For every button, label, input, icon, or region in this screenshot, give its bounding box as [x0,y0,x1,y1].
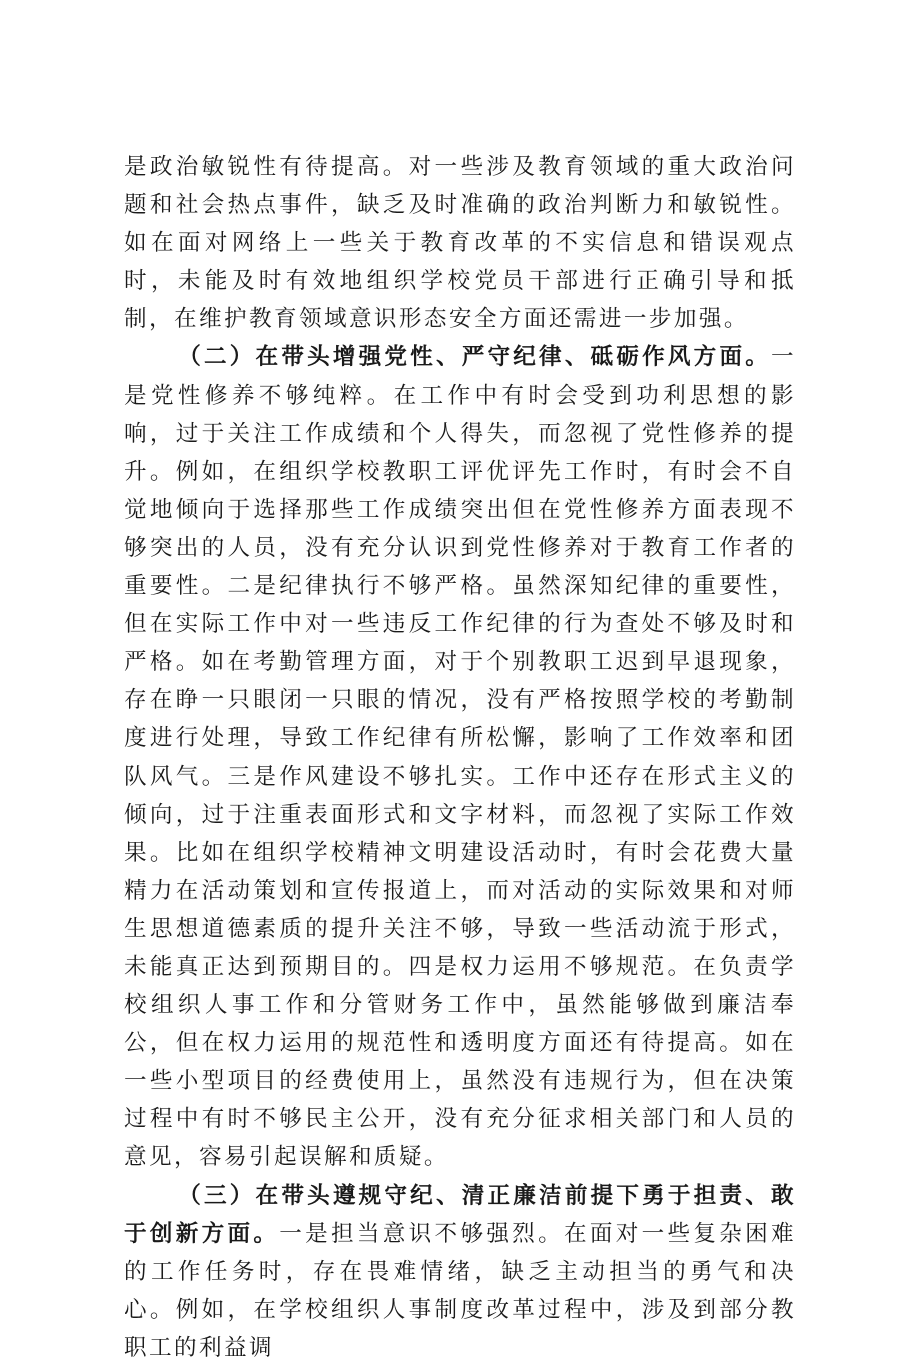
document-body [124,148,796,1367]
paragraph-1-text: 是政治敏锐性有待提高。对一些涉及教育领域的重大政治问题和社会热点事件，缺乏及时准确的政治判断力和敏锐性。如在面对网络上一些关于教育改革的不实信息和错误观点时，未能及时有效地组织学校党员干部进行正确引导和抵制，在维护教育领域意识形态安全方面还需进一步加强。 [124,154,796,333]
paragraph-1 [124,148,796,338]
section-heading-2: （二）在带头增强党性、严守纪律、砥砺作风方面。 [178,344,771,371]
paragraph-2 [124,338,796,1176]
paragraph-3-text: 一是担当意识不够强烈。在面对一些复杂困难的工作任务时，存在畏难情绪，缺乏主动担当的勇气和决心。例如，在学校组织人事制度改革过程中，涉及到部分教职工的利益调 [124,1220,796,1361]
paragraph-3 [124,1177,796,1367]
section-heading-3: （三）在带头遵规守纪、清正廉洁前提下勇于担责、敢于创新方面。 [124,1182,796,1247]
paragraph-2-text: 一是党性修养不够纯粹。在工作中有时会受到功利思想的影响，过于关注工作成绩和个人得失，而忽视了党性修养的提升。例如，在组织学校教职工评优评先工作时，有时会不自觉地倾向于选择那些工作成绩突出但在党性修养方面表现不够突出的人员，没有充分认识到党性修养对于教育工作者的重要性。二是纪律执行不够严格。虽然深知纪律的重要性，但在实际工作中对一些违反工作纪律的行为查处不够及时和严格。如在考勤管理方面，对于个别教职工迟到早退现象，存在睁一只眼闭一只眼的情况，没有严格按照学校的考勤制度进行处理，导致工作纪律有所松懈，影响了工作效率和团队风气。三是作风建设不够扎实。工作中还存在形式主义的倾向，过于注重表面形式和文字材料，而忽视了实际工作效果。比如在组织学校精神文明建设活动时，有时会花费大量精力在活动策划和宣传报道上，而对活动的实际效果和对师生思想道德素质的提升关注不够，导致一些活动流于形式，未能真正达到预期目的。四是权力运用不够规范。在负责学校组织人事工作和分管财务工作中，虽然能够做到廉洁奉公，但在权力运用的规范性和透明度方面还有待提高。如在一些小型项目的经费使用上，虽然没有违规行为，但在决策过程中有时不够民主公开，没有充分征求相关部门和人员的意见，容易引起误解和质疑。 [124,344,796,1171]
